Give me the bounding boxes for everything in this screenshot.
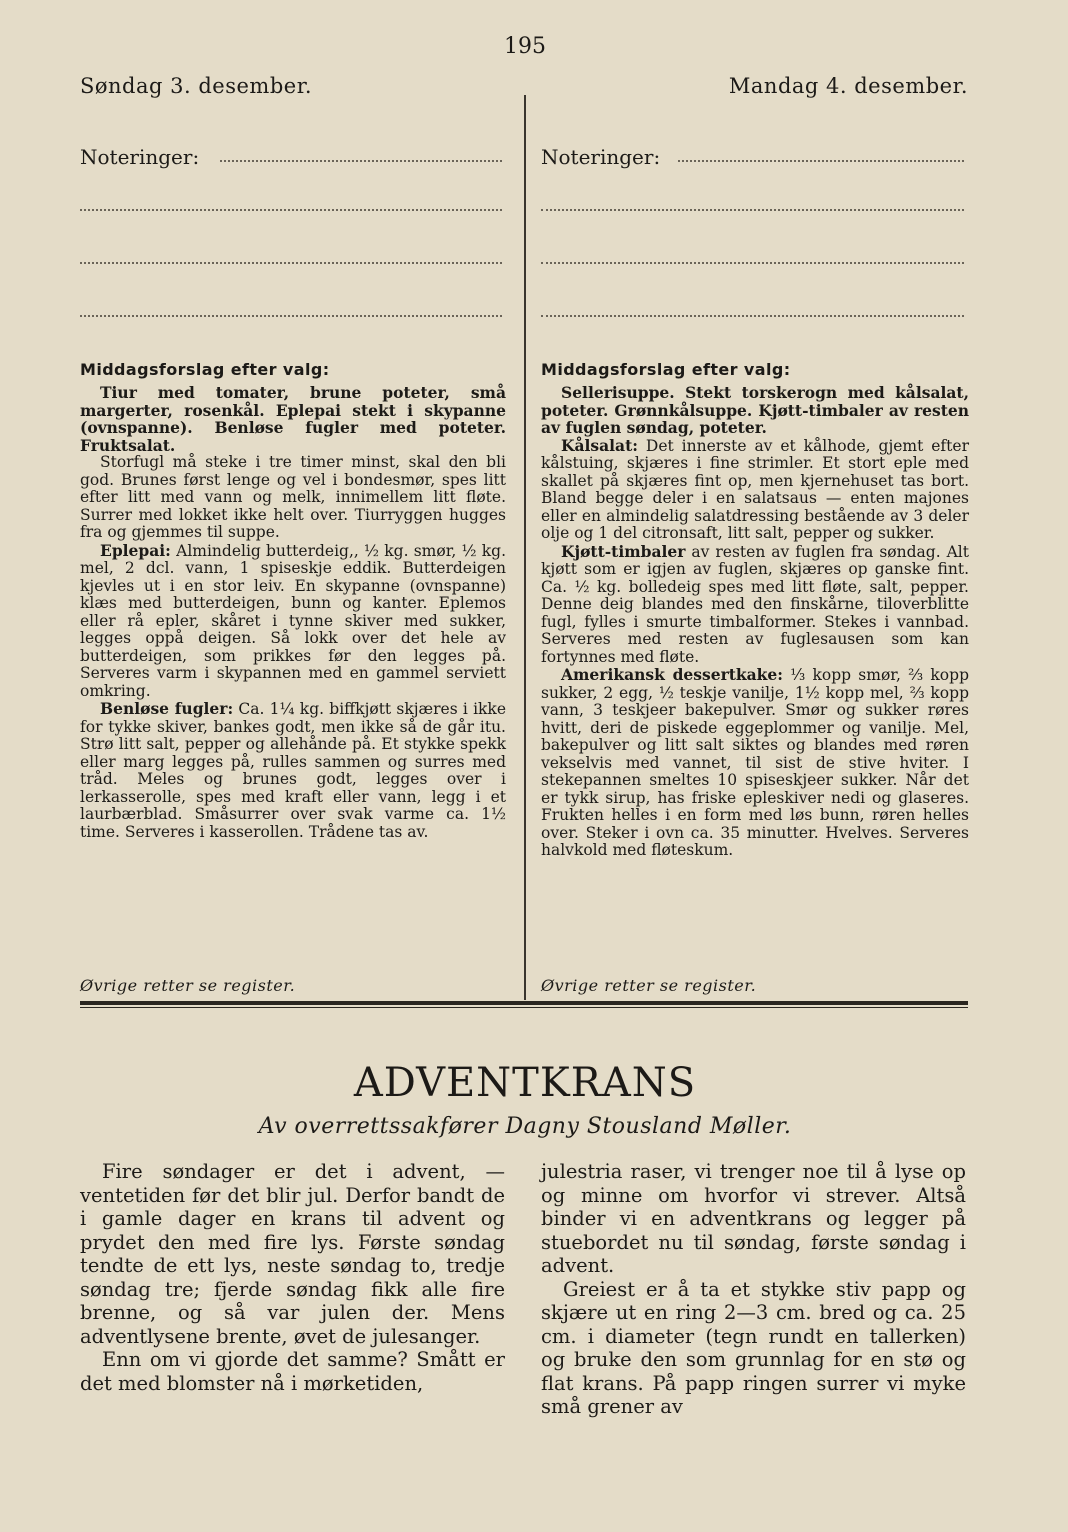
right-notes-line-1: [678, 160, 964, 162]
benlose-fugler-label: Benløse fugler:: [100, 699, 234, 718]
right-day-heading: Mandag 4. desember.: [728, 74, 968, 98]
article-right-column: [541, 1160, 966, 1419]
left-footer-note: Øvrige retter se register.: [80, 976, 296, 995]
right-recipes: [541, 384, 969, 860]
dessertkake-label: Amerikansk dessertkake:: [561, 665, 784, 684]
right-menu: Sellerisuppe. Stekt torskerogn med kålsalat, poteter. Grønnkålsuppe. Kjøtt-timbaler av resten av fuglen søndag, poteter.: [541, 383, 969, 437]
left-day-heading: Søndag 3. desember.: [80, 74, 313, 98]
article-left-paragraph-2: Enn om vi gjorde det samme? Smått er det med blomster nå i mørketiden,: [80, 1348, 505, 1395]
kjott-timbaler-text: av resten av fuglen fra søndag. Alt kjøtt som er igjen av fuglen, skjæres op ganske fint. Ca. ½ kg. bolledeig spes med litt fløte, salt, pepper. Denne deig blandes med den finskårne, tiloverblitte fugl, fylles i smurte timbalformer. Stekes i vannbad. Serveres med resten av fuglesausen som kan fortynnes med fløte.: [541, 542, 969, 666]
eplepai-label: Eplepai:: [100, 540, 171, 560]
right-menu-heading: Middagsforslag efter valg:: [541, 360, 791, 379]
left-menu: Tiur med tomater, brune poteter, små margerter, rosenkål. Eplepai stekt i skypanne (ovnspanne). Benløse fugler med poteter. Fruktsalat.: [80, 383, 506, 455]
benlose-fugler-text: Ca. 1¼ kg. biffkjøtt skjæres i ikke for tykke skiver, bankes godt, men ikke så de går itu. Strø litt salt, pepper og allehånde på. Et stykke spekk eller marg legges på, rulles sammen og surres med tråd. Meles og brunes godt, legges over i lerkasserolle, spes med kraft eller vann, legg i et laurbærblad. Småsurrer over svak varme ca. 1½ time. Serveres i kasserollen. Trådene tas av.: [80, 700, 506, 841]
right-notes-line-4: [541, 315, 964, 317]
kalsalat-text: Det innerste av et kålhode, gjemt efter kålstuing, skjæres i fine strimler. Et stort eple med skallet på skjæres fint op, men kjernehuset tas bort. Bland begge deler i en salatsaus — enten majones eller en almindelig salatdressing bestående av 3 deler olje og 1 del citronsaft, litt salt, pepper og sukker.: [541, 436, 969, 542]
eplepai-text: Almindelig butterdeig,, ½ kg. smør, ½ kg. mel, 2 dcl. vann, 1 spiseskje eddik. Butterdeigen kjevles ut i en stor leiv. En skypanne (ovnspanne) klæs med butterdeigen, bunn og kanter. Eplemos eller rå epler, skåret i tynne skiver med sukker, legges oppå deigen. Så lokk over det hele av butterdeigen, som prikkes før den legges på. Serveres varm i skypannen med en gammel serviett omkring.: [80, 541, 507, 700]
right-footer-note: Øvrige retter se register.: [541, 976, 757, 995]
left-menu-heading: Middagsforslag efter valg:: [80, 360, 330, 379]
article-right-paragraph-1: julestria raser, vi trenger noe til å lyse op og minne om hvorfor vi strever. Altså binder vi en adventkrans og legger på stuebordet nu til søndag, første søndag i advent.: [541, 1160, 966, 1277]
column-divider: [524, 95, 526, 1000]
left-notes-line-2: [80, 209, 502, 211]
section-rule-thin: [80, 1007, 968, 1008]
right-notes-line-2: [541, 209, 964, 211]
right-notes-line-3: [541, 262, 964, 264]
dessertkake-text: ⅓ kopp smør, ⅔ kopp sukker, 2 egg, ½ teskje vanilje, 1½ kopp mel, ⅔ kopp vann, 3 teskjeer bakepulver. Smør og sukker røres hvitt, deri de piskede eggeplommer og vanilje. Mel, bakepulver og litt salt siktes og blandes med røren vekselvis med vannet, til sist de stive hviter. I stekepannen smeltes 10 spiseskjeer sukker. Når det er tykk sirup, has friske epleskiver nedi og glaseres. Frukten helles i en form med løs bunn, røren helles over. Steker i ovn ca. 35 minutter. Hvelves. Serveres halvkold med fløteskum.: [541, 666, 969, 859]
left-notes-line-4: [80, 315, 502, 317]
left-notes-line-1: [220, 160, 502, 162]
kjott-timbaler-label: Kjøtt-timbaler: [561, 541, 686, 561]
kalsalat-label: Kålsalat:: [561, 435, 638, 455]
left-storfugl-text: Storfugl må steke i tre timer minst, skal den bli god. Brunes først lenge og vel i bondesmør, spes litt efter litt med vann og melk, innimellem litt fløte. Surrer med lokket ikke helt over. Tiurryggen hugges fra og gjemmes til suppe.: [80, 453, 506, 541]
page-number: 195: [504, 34, 546, 59]
left-recipes: [80, 384, 506, 841]
right-notes-label: Noteringer:: [541, 145, 661, 169]
article-byline: Av overrettssakfører Dagny Stousland Møller.: [258, 1114, 792, 1139]
article-left-paragraph-1: Fire søndager er det i advent, — ventetiden før det blir jul. Derfor bandt de i gamle dager en krans til advent og prydet den med fire lys. Første søndag tendte de ett lys, neste søndag to, tredje søndag tre; fjerde søndag fikk alle fire brenne, og så var julen der. Mens adventlysene brente, øvet de julesanger.: [80, 1160, 505, 1348]
left-notes-label: Noteringer:: [80, 145, 200, 169]
article-left-column: [80, 1160, 505, 1395]
left-notes-line-3: [80, 262, 502, 264]
section-rule-thick: [80, 1001, 968, 1005]
article-right-paragraph-2: Greiest er å ta et stykke stiv papp og skjære ut en ring 2—3 cm. bred og ca. 25 cm. i diameter (tegn rundt en tallerken) og bruke den som grunnlag for en stø og flat krans. På papp ringen surrer vi myke små grener av: [541, 1277, 966, 1418]
article-title: ADVENTKRANS: [353, 1060, 697, 1106]
